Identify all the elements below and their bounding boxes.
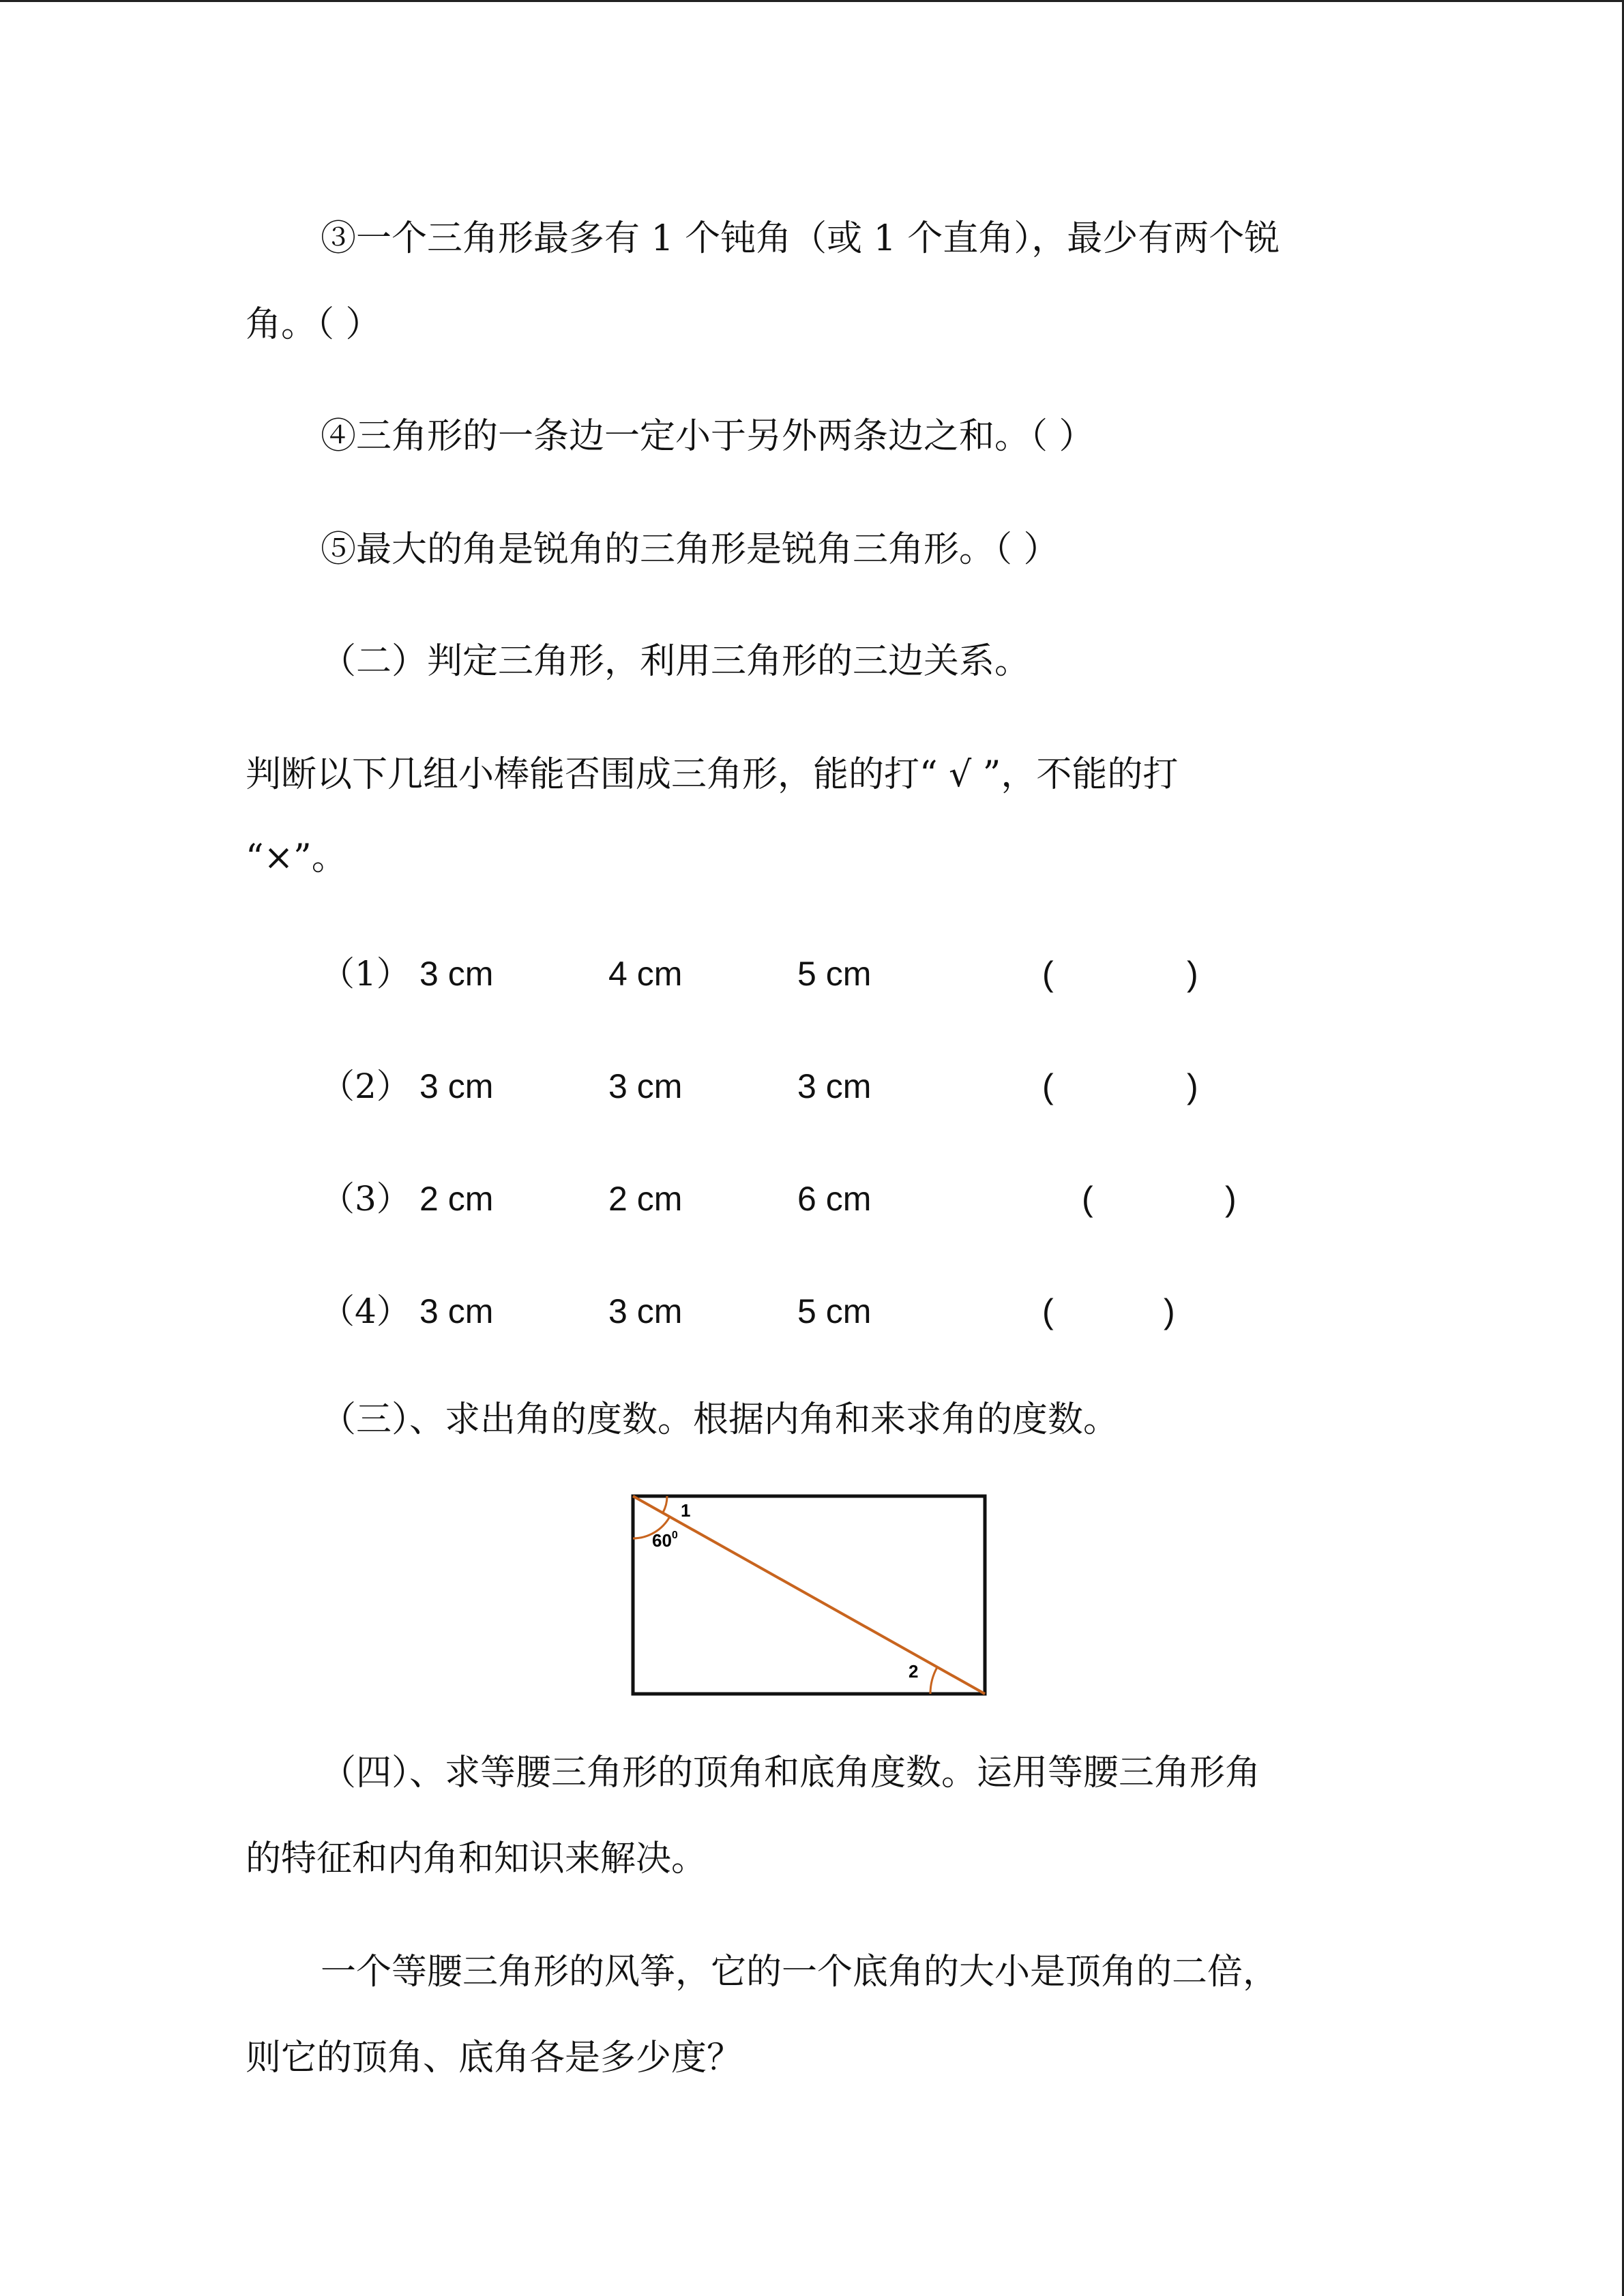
- section2-instruction-line2: “×”。: [246, 837, 347, 878]
- length-b: 3 cm: [608, 1067, 683, 1105]
- stick-group-row: [321, 1178, 1275, 1219]
- answer-blank-open: (: [1042, 955, 1054, 993]
- answer-blank-close: ): [1225, 1180, 1237, 1218]
- q5-text: ⑤最大的角是锐角的三角形是锐角三角形。（ ）: [321, 529, 1059, 570]
- length-a: 3 cm: [419, 1067, 494, 1105]
- stick-group-row: [321, 1291, 1275, 1332]
- answer-blank-close: ): [1164, 1292, 1175, 1330]
- answer-blank-open: (: [1082, 1180, 1093, 1218]
- length-c: 5 cm: [797, 1292, 872, 1330]
- length-a: 3 cm: [419, 955, 494, 993]
- row-label: （2）: [321, 1067, 411, 1106]
- angle-2-arc: [930, 1667, 937, 1694]
- page-top-border: [0, 0, 1624, 2]
- figure-diagonal: [633, 1496, 985, 1694]
- problem-line1: 一个等腰三角形的风筝，它的一个底角的大小是顶角的二倍，: [321, 1952, 1279, 1993]
- stick-group-row: [321, 953, 1275, 994]
- section4-line1: （四）、求等腰三角形的顶角和底角度数。运用等腰三角形角: [321, 1753, 1261, 1793]
- length-a: 3 cm: [419, 1292, 494, 1330]
- degree-mark: 0: [671, 1530, 678, 1541]
- row-label: （1）: [321, 954, 411, 994]
- section4-line2: 的特征和内角和知识来解决。: [246, 1838, 707, 1879]
- stick-group-row: [321, 1066, 1275, 1107]
- section3-heading: （三）、求出角的度数。根据内角和来求角的度数。: [321, 1399, 1119, 1440]
- row-label: （4）: [321, 1292, 411, 1331]
- length-a: 2 cm: [419, 1180, 494, 1218]
- problem-line2: 则它的顶角、底角各是多少度？: [246, 2038, 743, 2078]
- section2-heading: （二）判定三角形，利用三角形的三边关系。: [321, 641, 1031, 682]
- length-c: 5 cm: [797, 955, 872, 993]
- length-c: 6 cm: [797, 1180, 872, 1218]
- q4-text: ④三角形的一条边一定小于另外两条边之和。（ ）: [321, 416, 1095, 457]
- answer-blank-open: (: [1042, 1292, 1054, 1330]
- angle-60-label: [652, 1530, 678, 1551]
- length-b: 2 cm: [608, 1180, 683, 1218]
- length-c: 3 cm: [797, 1067, 872, 1105]
- q3-line2: 角。（ ）: [246, 304, 381, 345]
- angle-1-arc: [663, 1496, 667, 1512]
- length-b: 3 cm: [608, 1292, 683, 1330]
- rectangle-diagonal-figure: [630, 1493, 989, 1698]
- angle-value: 60: [652, 1530, 672, 1551]
- q3-line1: ③一个三角形最多有 1 个钝角（或 1 个直角），最少有两个锐: [321, 218, 1280, 259]
- length-b: 4 cm: [608, 955, 683, 993]
- angle-1-label: 1: [681, 1500, 691, 1521]
- answer-blank-close: ): [1187, 1067, 1198, 1105]
- angle-2-label: 2: [909, 1661, 919, 1682]
- section2-instruction-line1: 判断以下几组小棒能否围成三角形，能的打“ √ ”，不能的打: [246, 754, 1179, 795]
- answer-blank-open: (: [1042, 1067, 1054, 1105]
- row-label: （3）: [321, 1179, 411, 1219]
- answer-blank-close: ): [1187, 955, 1198, 993]
